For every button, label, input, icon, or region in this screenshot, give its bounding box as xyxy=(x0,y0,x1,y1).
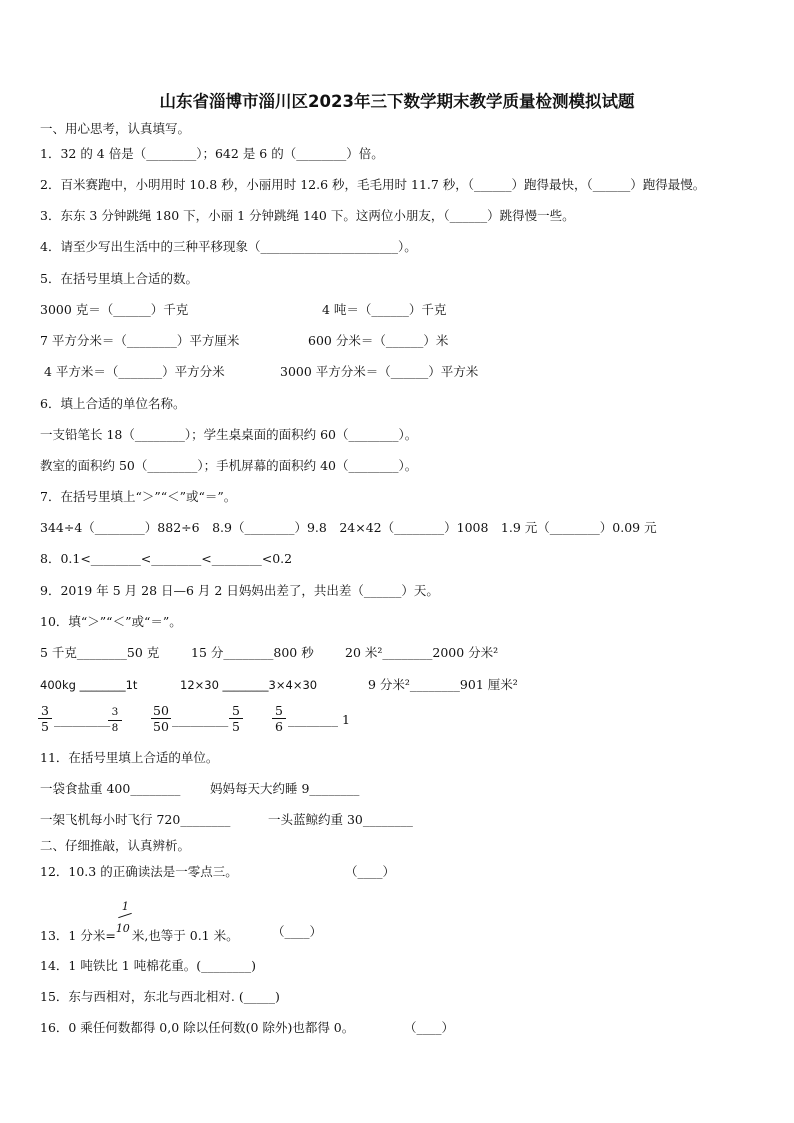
section-1-heading: 一、用心思考，认真填写。 xyxy=(40,121,191,136)
page-title: 山东省淄博市淄川区2023年三下数学期末教学质量检测模拟试题 xyxy=(159,92,635,111)
fraction-line xyxy=(118,913,132,918)
question-5a: 3000 克＝（______）千克 xyxy=(40,302,189,317)
fraction-blank: _________ xyxy=(172,712,229,727)
fraction-denominator: 5 xyxy=(41,719,49,734)
fraction-denominator: 50 xyxy=(153,719,169,734)
question-5c: 7 平方分米＝（________）平方厘米 xyxy=(40,333,240,348)
question-11a: 一袋食盐重 400________ xyxy=(40,781,181,796)
question-11b: 妈妈每天大约睡 9________ xyxy=(210,781,360,796)
fraction-50-50 xyxy=(151,703,171,734)
fraction-blank: ________ xyxy=(288,712,338,727)
question-2: 2．百米赛跑中，小明用时 10.8 秒，小丽用时 12.6 秒，毛毛用时 11.7 秒，（______）跑得最快，（______）跑得最慢。 xyxy=(40,177,706,192)
question-10: 10．填“＞”“＜”或“＝”。 xyxy=(40,614,182,629)
question-15: 15．东与西相对，东北与西北相对. (_____) xyxy=(40,989,280,1004)
question-7: 7．在括号里填上“＞”“＜”或“＝”。 xyxy=(40,489,237,504)
question-13-answer-blank: （____） xyxy=(272,924,323,939)
fraction-5-5 xyxy=(229,703,243,734)
question-10b: 15 分________800 秒 xyxy=(191,645,314,660)
question-10a: 5 千克________50 克 xyxy=(40,645,160,660)
question-16: 16．0 乘任何数都得 0,0 除以任何数(0 除外)也都得 0。 xyxy=(40,1020,355,1035)
question-4: 4．请至少写出生活中的三种平移现象（______________________）。 xyxy=(40,239,417,254)
question-11: 11．在括号里填上合适的单位。 xyxy=(40,750,219,765)
question-5b: 4 吨＝（______）千克 xyxy=(322,302,447,317)
fraction-1-10 xyxy=(115,900,132,940)
question-5f: 3000 平方分米＝（______）平方米 xyxy=(280,364,479,379)
question-5: 5．在括号里填上合适的数。 xyxy=(40,271,198,286)
fraction-denominator: 8 xyxy=(111,722,119,734)
question-14: 14．1 吨铁比 1 吨棉花重。(________) xyxy=(40,958,256,973)
question-11d: 一头蓝鲸约重 30________ xyxy=(268,812,413,827)
question-6b: 教室的面积约 50（________）；手机屏幕的面积约 40（________）。 xyxy=(40,458,418,473)
question-10d: 400kg ________1t xyxy=(40,678,138,692)
fraction-3-8 xyxy=(108,705,122,736)
fraction-numerator: 3 xyxy=(38,703,52,719)
fraction-numerator: 3 xyxy=(108,705,122,721)
question-3: 3．东东 3 分钟跳绳 180 下，小丽 1 分钟跳绳 140 下。这两位小朋友，（______）跳得慢一些。 xyxy=(40,208,575,223)
fraction-blank: _________ xyxy=(54,712,111,727)
fraction-denominator: 10 xyxy=(115,922,130,935)
question-13 xyxy=(40,900,239,944)
question-13-suffix: 米,也等于 0.1 米。 xyxy=(131,928,239,943)
question-10c: 20 米²________2000 分米² xyxy=(345,645,499,660)
fraction-denominator: 5 xyxy=(232,719,240,734)
fraction-numerator: 50 xyxy=(151,703,171,719)
question-11c: 一架飞机每小时飞行 720________ xyxy=(40,812,231,827)
fraction-3-5 xyxy=(38,703,52,734)
fraction-denominator: 6 xyxy=(275,719,283,734)
question-12: 12．10.3 的正确读法是一零点三。 xyxy=(40,864,238,879)
question-7a: 344÷4（________）882÷6 8.9（________）9.8 24×42（________）1008 1.9 元（________）0.09 元 xyxy=(40,520,657,535)
fraction-numerator: 1 xyxy=(121,900,129,913)
question-9: 9．2019 年 5 月 28 日—6 月 2 日妈妈出差了，共出差（______）天。 xyxy=(40,583,439,598)
question-6: 6．填上合适的单位名称。 xyxy=(40,396,186,411)
question-8: 8．0.1<________<________<________<0.2 xyxy=(40,551,293,566)
fraction-right-value: 1 xyxy=(342,712,350,727)
question-6a: 一支铅笔长 18（________）；学生桌桌面的面积约 60（________）。 xyxy=(40,427,418,442)
question-13-prefix: 13．1 分米= xyxy=(40,928,116,943)
fraction-5-6 xyxy=(272,703,286,734)
question-1: 1．32 的 4 倍是（________）；642 是 6 的（________）倍。 xyxy=(40,146,384,161)
question-5e: 4 平方米＝（_______）平方分米 xyxy=(44,364,225,379)
question-16-answer-blank: （____） xyxy=(404,1020,455,1035)
fraction-numerator: 5 xyxy=(229,703,243,719)
question-10e: 12×30 ________3×4×30 xyxy=(180,678,318,692)
fraction-numerator: 5 xyxy=(272,703,286,719)
question-5d: 600 分米＝（______）米 xyxy=(308,333,449,348)
section-2-heading: 二、仔细推敲，认真辨析。 xyxy=(40,838,191,853)
question-10f: 9 分米²________901 厘米² xyxy=(368,677,518,692)
question-12-answer-blank: （____） xyxy=(345,864,396,879)
